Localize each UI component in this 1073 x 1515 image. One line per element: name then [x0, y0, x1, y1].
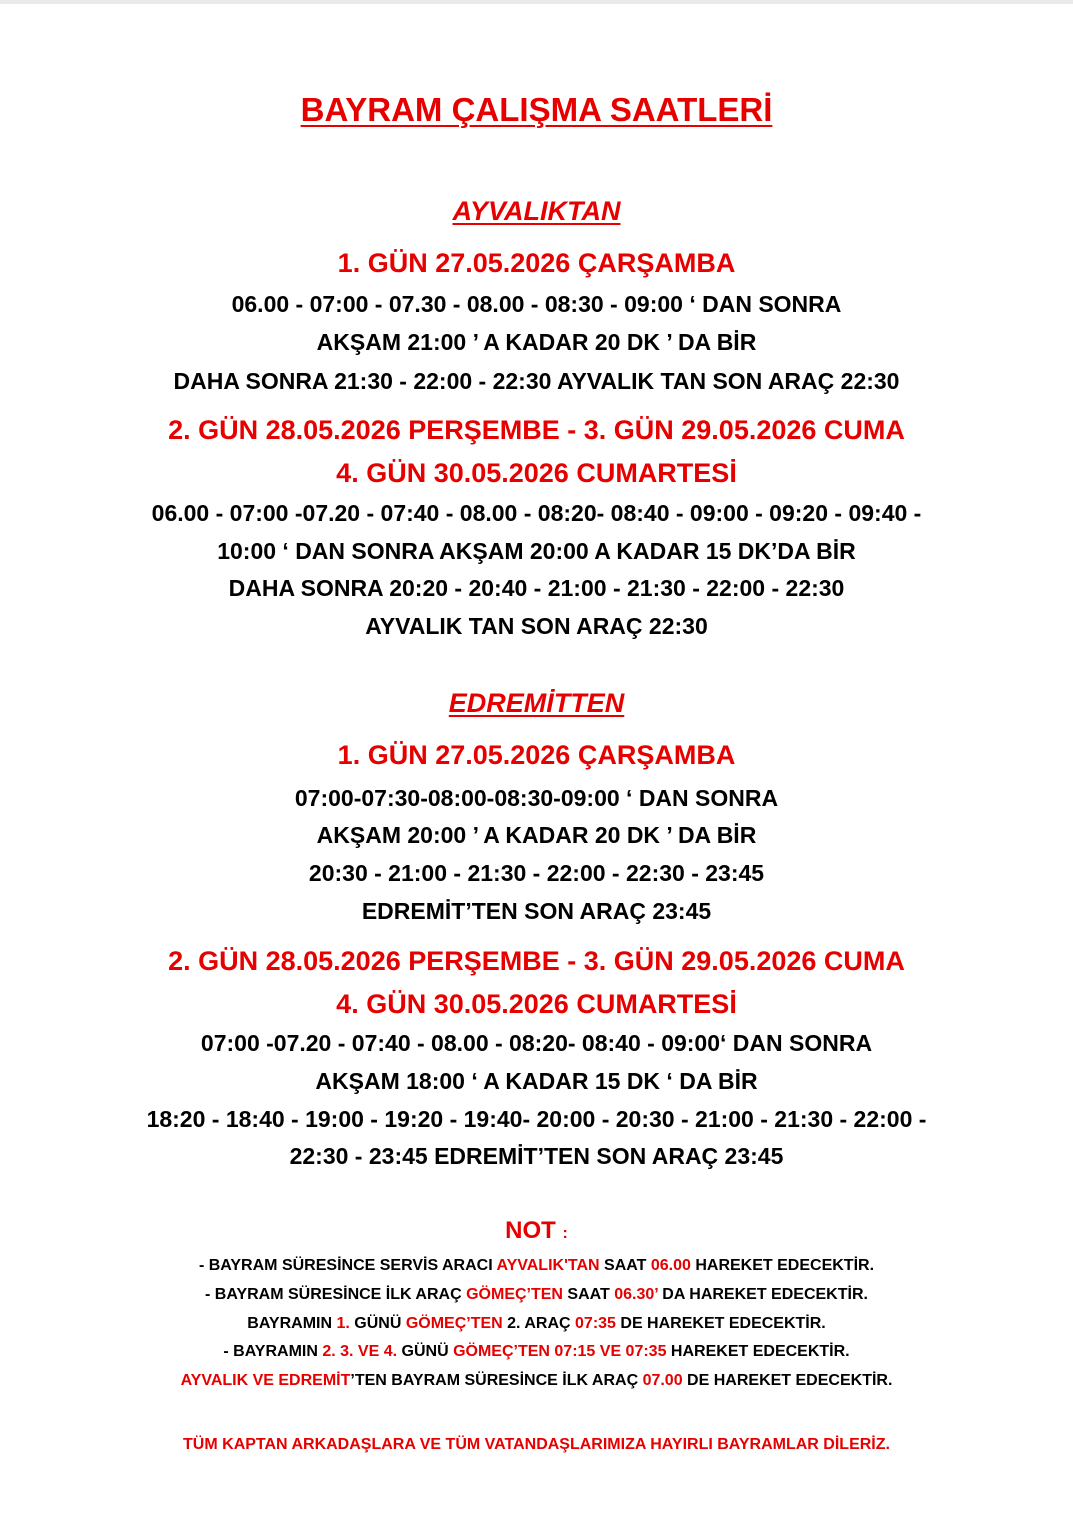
edremit-day1-line: 20:30 - 21:00 - 21:30 - 22:00 - 22:30 - 23:45: [308, 860, 765, 886]
note-highlight: GÖMEÇ’TEN 07:15 VE 07:35: [453, 1343, 667, 1360]
note-text: - BAYRAM SÜRESİNCE SERVİS ARACI: [198, 1257, 497, 1274]
edremit-day1-line: 07:00-07:30-08:00-08:30-09:00 ‘ DAN SONRA: [294, 785, 779, 811]
edremit-days234-heading: 2. GÜN 28.05.2026 PERŞEMBE - 3. GÜN 29.05.2026 CUMA: [168, 946, 905, 976]
note-heading-label: NOT: [505, 1217, 556, 1244]
note-highlight: AYVALIK'TAN: [496, 1257, 600, 1274]
note-highlight: GÖMEÇ’TEN: [466, 1286, 563, 1303]
note-highlight: 1.: [336, 1315, 350, 1332]
ayvalik-days234-line: DAHA SONRA 20:20 - 20:40 - 21:00 - 21:30 - 22:00 - 22:30: [228, 575, 845, 601]
ayvalik-day1-line: DAHA SONRA 21:30 - 22:00 - 22:30 AYVALIK TAN SON ARAÇ 22:30: [173, 368, 900, 394]
note-text: GÜNÜ: [349, 1315, 406, 1332]
note-text: SAAT: [599, 1257, 651, 1274]
top-border: [0, 0, 1073, 4]
note-highlight: 06.00: [650, 1257, 691, 1274]
note-highlight: 06.30’: [614, 1286, 658, 1303]
edremit-day1-line: AKŞAM 20:00 ’ A KADAR 20 DK ’ DA BİR: [316, 822, 757, 848]
section-heading-edremit: EDREMİTTEN: [448, 688, 625, 718]
edremit-days234-subheading: 4. GÜN 30.05.2026 CUMARTESİ: [336, 989, 737, 1019]
ayvalik-days234-line: AYVALIK TAN SON ARAÇ 22:30: [365, 613, 708, 639]
note-line-1: [0, 1256, 1073, 1276]
note-highlight: 2. 3. VE 4.: [322, 1343, 398, 1360]
note-line-4: [0, 1342, 1073, 1362]
edremit-days234-line: 18:20 - 18:40 - 19:00 - 19:20 - 19:40- 20:00 - 20:30 - 21:00 - 21:30 - 22:00 -: [146, 1106, 927, 1132]
ayvalik-day1-heading: 1. GÜN 27.05.2026 ÇARŞAMBA: [337, 248, 736, 278]
note-text: DA HAREKET EDECEKTİR.: [657, 1286, 868, 1303]
ayvalik-day1-line: AKŞAM 21:00 ’ A KADAR 20 DK ’ DA BİR: [316, 329, 757, 355]
note-line-3: [0, 1314, 1073, 1334]
note-line-5: [0, 1371, 1073, 1391]
ayvalik-days234-subheading: 4. GÜN 30.05.2026 CUMARTESİ: [336, 458, 737, 488]
holiday-greeting: TÜM KAPTAN ARKADAŞLARA VE TÜM VATANDAŞLARIMIZA HAYIRLI BAYRAMLAR DİLERİZ.: [183, 1436, 890, 1453]
edremit-days234-line: 22:30 - 23:45 EDREMİT’TEN SON ARAÇ 23:45: [289, 1143, 784, 1169]
note-highlight: AYVALIK VE EDREMİT: [180, 1372, 351, 1389]
note-text: 2. ARAÇ: [502, 1315, 576, 1332]
note-text: ’TEN BAYRAM SÜRESİNCE İLK ARAÇ: [350, 1372, 643, 1389]
note-text: - BAYRAM SÜRESİNCE İLK ARAÇ: [205, 1286, 467, 1303]
ayvalik-days234-line: 06.00 - 07:00 -07.20 - 07:40 - 08.00 - 08:20- 08:40 - 09:00 - 09:20 - 09:40 -: [151, 500, 922, 526]
note-text: HAREKET EDECEKTİR.: [690, 1257, 875, 1274]
ayvalik-days234-line: 10:00 ‘ DAN SONRA AKŞAM 20:00 A KADAR 15 DK’DA BİR: [217, 538, 856, 564]
note-text: HAREKET EDECEKTİR.: [666, 1343, 850, 1360]
note-line-2: [0, 1285, 1073, 1305]
note-text: DE HAREKET EDECEKTİR.: [615, 1315, 826, 1332]
note-text: BAYRAMIN: [247, 1315, 337, 1332]
note-highlight: 07:35: [575, 1315, 616, 1332]
note-text: - BAYRAMIN: [223, 1343, 323, 1360]
edremit-day1-heading: 1. GÜN 27.05.2026 ÇARŞAMBA: [337, 740, 736, 770]
note-highlight: GÖMEÇ’TEN: [405, 1315, 503, 1332]
note-heading: [0, 1216, 1073, 1249]
edremit-day1-line: EDREMİT’TEN SON ARAÇ 23:45: [361, 898, 712, 924]
edremit-days234-line: AKŞAM 18:00 ‘ A KADAR 15 DK ‘ DA BİR: [315, 1068, 758, 1094]
section-heading-ayvalik: AYVALIKTAN: [452, 196, 621, 226]
note-highlight: 07.00: [642, 1372, 683, 1389]
note-text: GÜNÜ: [397, 1343, 454, 1360]
note-text: SAAT: [562, 1286, 615, 1303]
ayvalik-day1-line: 06.00 - 07:00 - 07.30 - 08.00 - 08:30 - 09:00 ‘ DAN SONRA: [231, 291, 842, 317]
edremit-days234-line: 07:00 -07.20 - 07:40 - 08.00 - 08:20- 08:40 - 09:00‘ DAN SONRA: [200, 1030, 873, 1056]
ayvalik-days234-heading: 2. GÜN 28.05.2026 PERŞEMBE - 3. GÜN 29.05.2026 CUMA: [168, 415, 905, 445]
note-text: DE HAREKET EDECEKTİR.: [682, 1372, 893, 1389]
note-heading-colon: :: [562, 1225, 568, 1242]
page-title: BAYRAM ÇALIŞMA SAATLERİ: [300, 91, 773, 128]
